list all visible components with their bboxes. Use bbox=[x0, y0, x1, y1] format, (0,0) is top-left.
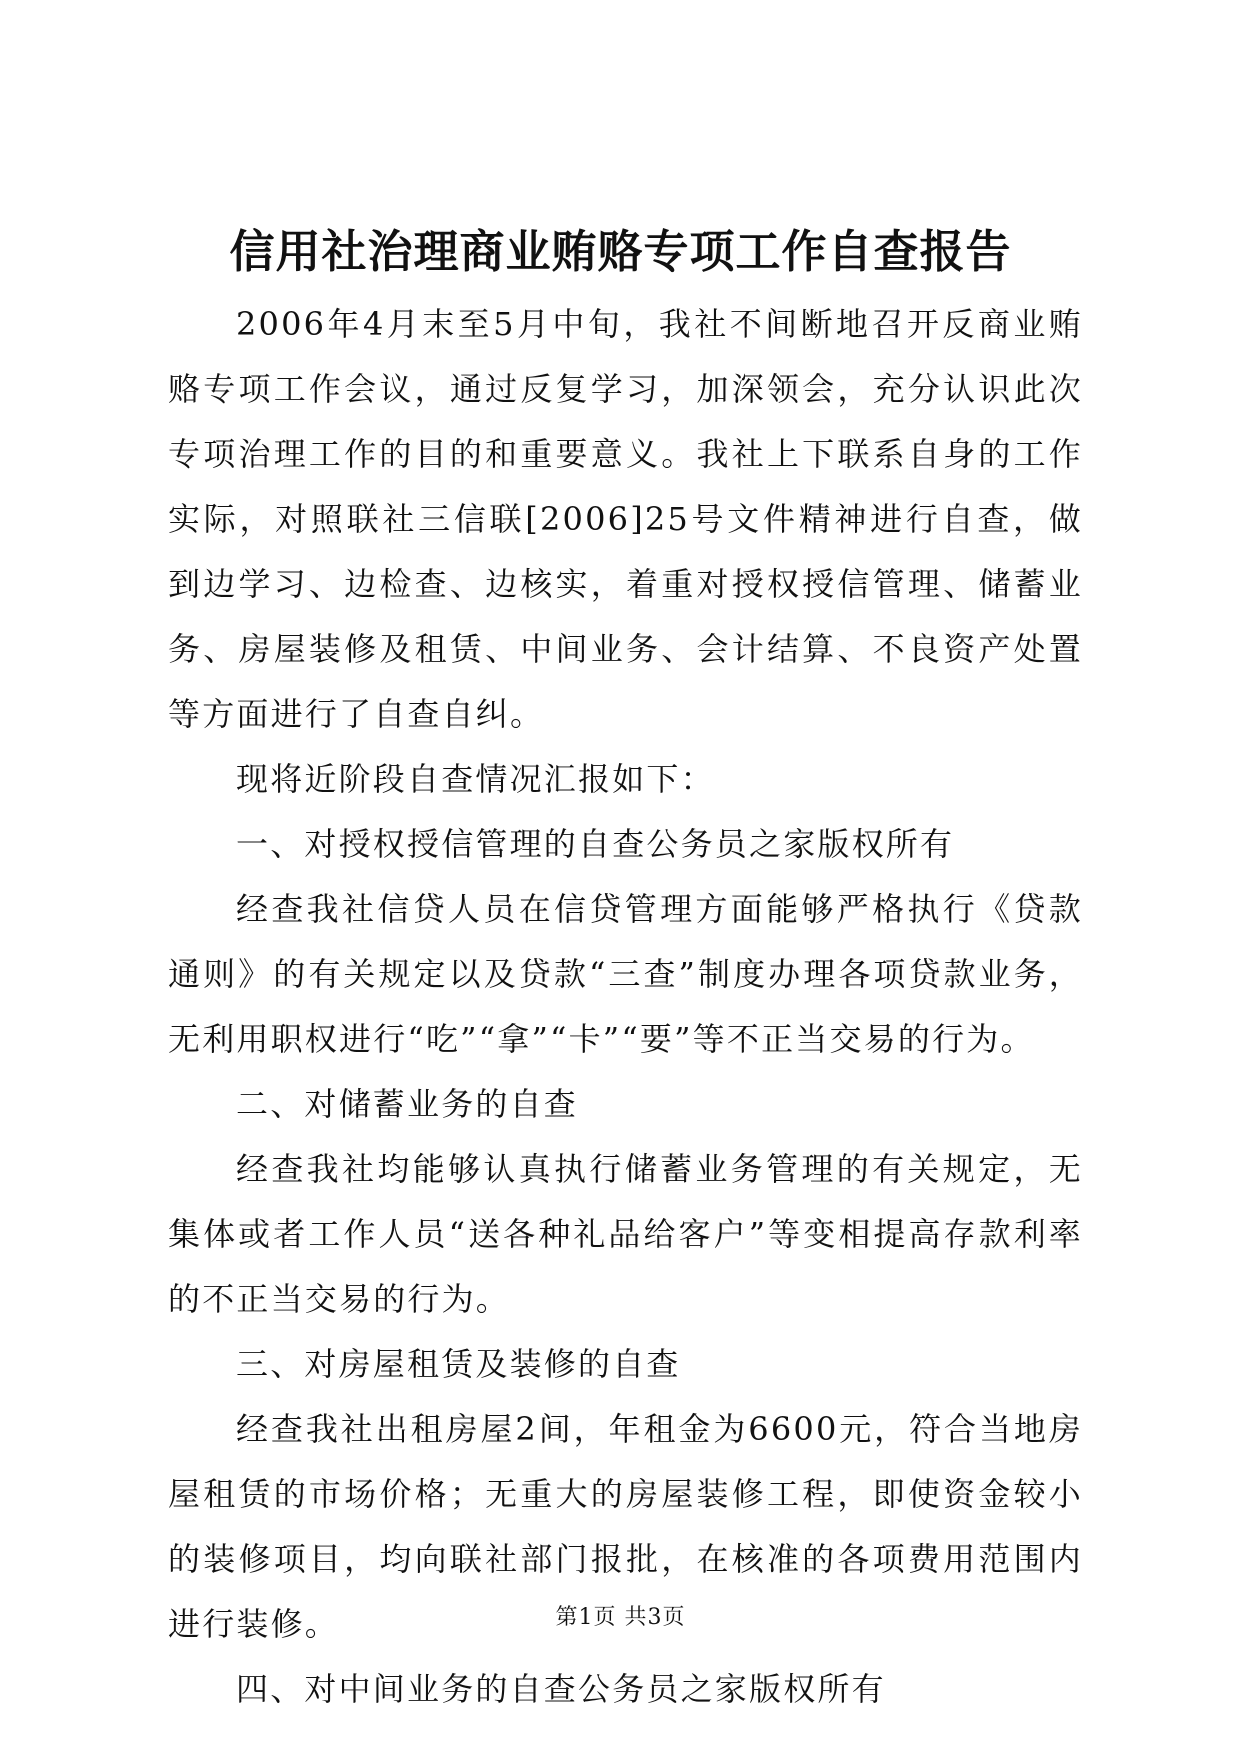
section-heading-savings: 二、对储蓄业务的自查 bbox=[236, 1085, 579, 1123]
paragraph-intro: 2006年4月末至5月中旬，我社不间断地召开反商业贿赂专项工作会议，通过反复学习，加深领会，充分认识此次专项治理工作的目的和重要意义。我社上下联系自身的工作实际，对照联社三信联[2006]25号文件精神进行自查，做到边学习、边检查、边核实，着重对授权授信管理、储蓄业务、房屋装修及租赁、中间业务、会计结算、不良资产处置等方面进行了自查自纠。 bbox=[168, 305, 1083, 733]
section-heading-credit-management: 一、对授权授信管理的自查公务员之家版权所有 bbox=[236, 825, 955, 863]
page-footer: 第1页 共3页 bbox=[555, 1605, 686, 1630]
section-heading-intermediary: 四、对中间业务的自查公务员之家版权所有 bbox=[236, 1670, 886, 1708]
document-title: 信用社治理商业贿赂专项工作自查报告 bbox=[229, 225, 1012, 278]
section-heading-housing: 三、对房屋租赁及装修的自查 bbox=[236, 1345, 681, 1383]
paragraph-housing: 经查我社出租房屋2间，年租金为6600元，符合当地房屋租赁的市场价格；无重大的房屋装修工程，即使资金较小的装修项目，均向联社部门报批，在核准的各项费用范围内进行装修。 bbox=[168, 1410, 1083, 1643]
paragraph-savings: 经查我社均能够认真执行储蓄业务管理的有关规定，无集体或者工作人员“送各种礼品给客户”等变相提高存款利率的不正当交易的行为。 bbox=[168, 1150, 1083, 1318]
document-body bbox=[168, 292, 1083, 1722]
paragraph-summary-lead: 现将近阶段自查情况汇报如下： bbox=[236, 760, 715, 798]
paragraph-credit-management: 经查我社信贷人员在信贷管理方面能够严格执行《贷款通则》的有关规定以及贷款“三查”制度办理各项贷款业务，无利用职权进行“吃”“拿”“卡”“要”等不正当交易的行为。 bbox=[168, 890, 1083, 1058]
